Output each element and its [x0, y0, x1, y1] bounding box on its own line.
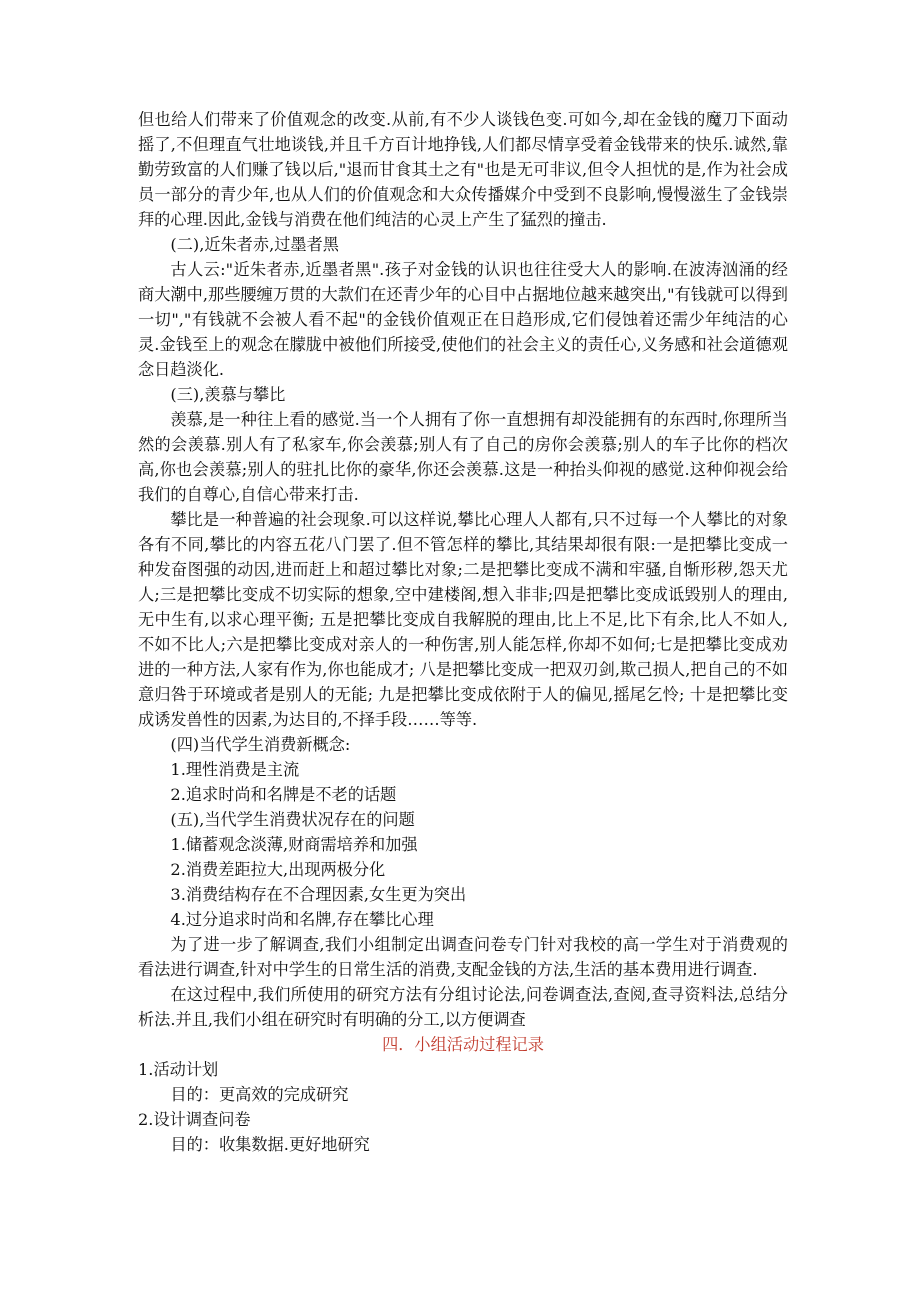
activity-goal: 目的：更高效的完成研究 [170, 1085, 349, 1104]
paragraph-methods: 在这过程中,我们所使用的研究方法有分组讨论法,问卷调查法,查阅,查寻资料法,总结分析法.并且,我们小组在研究时有明确的分工,以方便调查 [138, 985, 788, 1029]
document-body [138, 107, 788, 1157]
section-heading-4: (四)当代学生消费新概念: [170, 735, 351, 754]
list-item: 3.消费结构存在不合理因素,女生更为突出 [170, 885, 467, 904]
activity-goal: 目的：收集数据.更好地研究 [170, 1135, 370, 1154]
section-heading-3: (三),羡慕与攀比 [170, 385, 286, 404]
paragraph-money-values: 但也给人们带来了价值观念的改变.从前,有不少人谈钱色变.可如今,却在金钱的魔刀下面动摇了,不但理直气壮地谈钱,并且千方百计地挣钱,人们都尽情享受着金钱带来的快乐.诚然,靠勤劳致富的人们赚了钱以后,"退而甘食其土之有"也是无可非议,但令人担忧的是,作为社会成员一部分的青少年,也从人们的价值观念和大众传播媒介中受到不良影响,慢慢滋生了金钱崇拜的心理.因此,金钱与消费在他们纯洁的心灵上产生了猛烈的撞击. [138, 110, 788, 229]
paragraph-survey: 为了进一步了解调查,我们小组制定出调查问卷专门针对我校的高一学生对于消费观的看法进行调查,针对中学生的日常生活的消费,支配金钱的方法,生活的基本费用进行调查. [138, 935, 788, 979]
paragraph-comparison: 攀比是一种普遍的社会现象.可以这样说,攀比心理人人都有,只不过每一个人攀比的对象各有不同,攀比的内容五花八门罢了.但不管怎样的攀比,其结果却很有限:一是把攀比变成一种发奋图强的动因,进而赶上和超过攀比对象;二是把攀比变成不满和牢骚,自惭形秽,怨天尤人;三是把攀比变成不切实际的想象,空中建楼阁,想入非非;四是把攀比变成诋毁别人的理由,无中生有,以求心理平衡; 五是把攀比变成自我解脱的理由,比上不足,比下有余,比人不如人,不如不比人;六是把攀比变成对亲人的一种伤害,别人能怎样,你却不如何;七是把攀比变成劝进的一种方法,人家有作为,你也能成才; 八是把攀比变成一把双刃剑,欺己损人,把自己的不如意归咎于环境或者是别人的无能; 九是把攀比变成依附于人的偏见,摇尾乞怜; 十是把攀比变成诱发兽性的因素,为达目的,不择手段……等等. [138, 510, 788, 729]
list-item: 2.消费差距拉大,出现两极分化 [170, 860, 386, 879]
list-item: 4.过分追求时尚和名牌,存在攀比心理 [170, 910, 434, 929]
activity-item-questionnaire: 2.设计调查问卷 [138, 1110, 251, 1129]
activity-item-plan: 1.活动计划 [138, 1060, 219, 1079]
list-item: 1.理性消费是主流 [170, 760, 300, 779]
section-title-activity-record: 四．小组活动过程记录 [382, 1035, 544, 1054]
paragraph-proverb: 古人云:"近朱者赤,近墨者黑".孩子对金钱的认识也往往受大人的影响.在波涛汹涌的经商大潮中,那些腰缠万贯的大款们在还青少年的心目中占据地位越来越突出,"有钱就可以得到一切","有钱就不会被人看不起"的金钱价值观正在日趋形成,它们侵蚀着还需少年纯洁的心灵.金钱至上的观念在朦胧中被他们所接受,使他们的社会主义的责任心,义务感和社会道德观念日趋淡化. [138, 260, 788, 379]
section-heading-2: (二),近朱者赤,过墨者黑 [170, 235, 339, 254]
list-item: 1.储蓄观念淡薄,财商需培养和加强 [170, 835, 418, 854]
list-item: 2.追求时尚和名牌是不老的话题 [170, 785, 397, 804]
paragraph-envy: 羡慕,是一种往上看的感觉.当一个人拥有了你一直想拥有却没能拥有的东西时,你理所当然的会羡慕.别人有了私家车,你会羡慕;别人有了自己的房你会羡慕;别人的车子比你的档次高,你也会羡慕;别人的驻扎比你的豪华,你还会羡慕.这是一种抬头仰视的感觉.这种仰视会给我们的自尊心,自信心带来打击. [138, 410, 788, 504]
section-heading-5: (五),当代学生消费状况存在的问题 [170, 810, 415, 829]
